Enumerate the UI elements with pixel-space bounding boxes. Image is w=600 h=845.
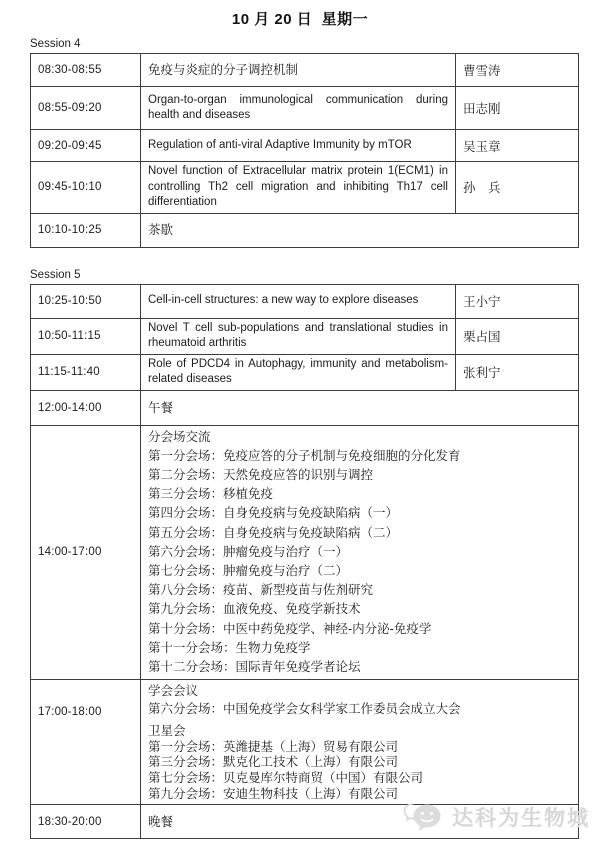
session-line: 第十分会场：中医中药免疫学、神经-内分泌-免疫学 (148, 621, 432, 636)
session5-table (30, 284, 579, 840)
session-line: 分会场交流 (148, 429, 211, 444)
session4-label: Session 4 (30, 38, 81, 50)
table-row (31, 213, 579, 247)
session-line: 第十一分会场：生物力免疫学 (148, 640, 311, 655)
session-line: 第九分会场：血液免疫、免疫学新技术 (148, 602, 361, 617)
table-row (31, 162, 579, 214)
topic-cell: 晚餐 (141, 805, 579, 839)
session-line: 第四分会场：自身免疫病与免疫缺陷病（一） (148, 506, 399, 521)
time-cell: 10:10-10:25 (31, 213, 141, 247)
topic-cell: Organ-to-organ immunological communication during health and diseases (141, 87, 456, 130)
speaker-cell: 王小宁 (456, 284, 579, 318)
topic-cell: 午餐 (141, 390, 579, 425)
table-row (31, 425, 579, 680)
page-title: 10 月 20 日 星期一 (231, 11, 369, 28)
time-cell: 08:55-09:20 (31, 87, 141, 130)
table-row (31, 130, 579, 162)
watermark-text: 达科为生物城 (452, 807, 590, 830)
session5-label: Session 5 (30, 268, 81, 281)
topic-cell: Regulation of anti-viral Adaptive Immunity by mTOR (141, 130, 456, 162)
table-row (31, 87, 579, 130)
topic-cell: Novel T cell sub-populations and translational studies in rheumatoid arthritis (141, 318, 456, 354)
session-line: 第一分会场：英潍捷基（上海）贸易有限公司 (148, 739, 399, 754)
evening-sessions-cell (141, 680, 579, 805)
speaker-cell: 田志刚 (456, 87, 579, 130)
time-cell: 09:20-09:45 (31, 130, 141, 162)
session-line: 学会会议 (148, 684, 199, 699)
session-line: 第六分会场：肿瘤免疫与治疗（一） (148, 544, 349, 559)
topic-cell: 茶歇 (141, 213, 579, 247)
speaker-cell: 栗占国 (456, 318, 579, 354)
table-row (31, 390, 579, 425)
time-cell: 11:15-11:40 (31, 354, 141, 390)
session-line: 第二分会场：天然免疫应答的识别与调控 (148, 467, 374, 482)
time-cell: 18:30-20:00 (31, 805, 141, 839)
session-line: 第三分会场：默克化工技术（上海）有限公司 (148, 755, 399, 770)
session4-table (30, 53, 579, 248)
parallel-sessions-cell (141, 425, 579, 680)
session-line: 第八分会场：疫苗、新型疫苗与佐剂研究 (148, 583, 374, 598)
time-cell: 17:00-18:00 (31, 680, 141, 805)
speaker-cell: 孙 兵 (456, 162, 579, 214)
session-line: 第三分会场：移植免疫 (148, 487, 274, 502)
time-cell: 14:00-17:00 (31, 425, 141, 680)
topic-cell: 免疫与炎症的分子调控机制 (141, 54, 456, 87)
time-cell: 08:30-08:55 (31, 54, 141, 87)
table-row (31, 54, 579, 87)
table-row (31, 680, 579, 805)
time-cell: 10:25-10:50 (31, 284, 141, 318)
session-line: 第五分会场：自身免疫病与免疫缺陷病（二） (148, 525, 399, 540)
session-line: 卫星会 (148, 724, 186, 739)
speaker-cell: 张利宁 (456, 354, 579, 390)
session-line: 第七分会场：肿瘤免疫与治疗（二） (148, 563, 349, 578)
table-row (31, 318, 579, 354)
session-line: 第一分会场：免疫应答的分子机制与免疫细胞的分化发育 (148, 448, 461, 463)
table-row (31, 284, 579, 318)
table-row (31, 805, 579, 839)
session-line: 第六分会场：中国免疫学会女科学家工作委员会成立大会 (148, 702, 461, 717)
time-cell: 09:45-10:10 (31, 162, 141, 214)
time-cell: 12:00-14:00 (31, 390, 141, 425)
time-cell: 10:50-11:15 (31, 318, 141, 354)
table-row (31, 354, 579, 390)
session-line: 第九分会场：安迪生物科技（上海）有限公司 (148, 786, 399, 801)
session-line: 第十二分会场：国际青年免疫学者论坛 (148, 659, 361, 674)
topic-cell: Role of PDCD4 in Autophagy, immunity and metabolism-related diseases (141, 354, 456, 390)
schedule-page (0, 8, 600, 845)
topic-cell: Cell-in-cell structures: a new way to explore diseases (141, 284, 456, 318)
topic-cell: Novel function of Extracellular matrix protein 1(ECM1) in controlling Th2 cell migration and inhibiting Th17 cell differentiation (141, 162, 456, 214)
speaker-cell: 吴玉章 (456, 130, 579, 162)
speaker-cell: 曹雪涛 (456, 54, 579, 87)
session-line: 第七分会场：贝克曼库尔特商贸（中国）有限公司 (148, 770, 424, 785)
